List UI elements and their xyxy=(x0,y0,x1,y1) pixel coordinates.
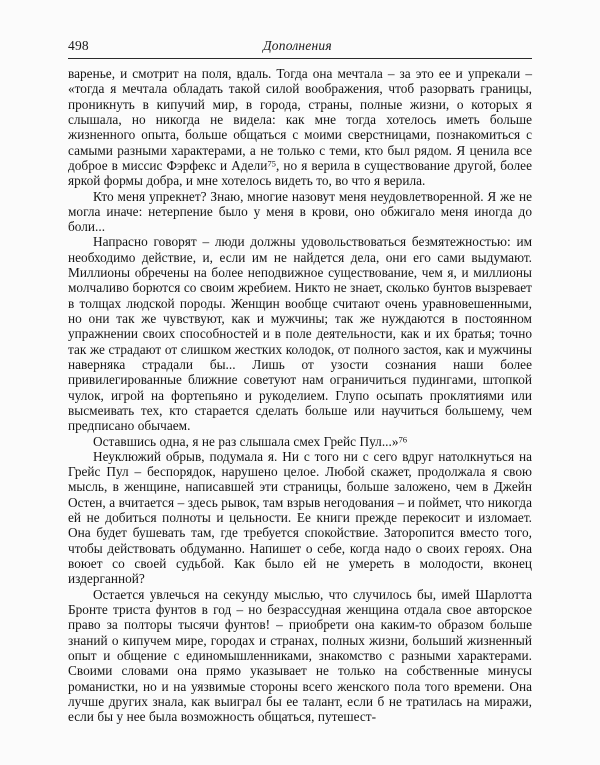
body-text xyxy=(68,66,532,724)
paragraph: Оставшись одна, я не раз слышала смех Грейс Пул...»$^{76}$ xyxy=(93,433,408,449)
running-title: Дополнения xyxy=(263,38,332,53)
page-number: 498 xyxy=(68,38,89,53)
paragraph: варенье, и смотрит на поля, вдаль. Тогда она мечтала – за это ее и упрекали – «тогда я мечтала обладать такой силой воображения, чтоб разорвать границы, проникнуть в кипучий мир, в города, страны, полные жизни, о которых я слышала, но никогда не видела: как мне тогда хотелось иметь больше жизненного опыта, больше общаться с моими сверстницами, познакомиться с самыми разными характерами, а не только с теми, кто был рядом. Я ценила все доброе в миссис Фэрфекс и Адели$^{75}$, но я верила в существование другой, более яркой формы добра, и мне хотелось видеть то, во что я верила. xyxy=(68,66,532,189)
running-head xyxy=(68,38,532,58)
footnote-reference: 75 xyxy=(267,158,276,169)
footnote-reference: 76 xyxy=(398,433,408,444)
paragraph: Кто меня упрекнет? Знаю, многие назовут меня неудовлетворенной. Я же не могла иначе: нетерпение было у меня в крови, оно обжигало меня иногда до боли... xyxy=(68,188,532,235)
paragraph: Неуклюжий обрыв, подумала я. Ни с того ни с сего вдруг натолкнуться на Грейс Пул – беспорядок, нарушено целое. Любой скажет, продолжала я свою мысль, в женщине, написавшей эти страницы, больше заложено, чем в Джейн Остен, а вчитается – здесь рывок, там взрыв негодования – и поймет, что никогда ей не добиться полноты и цельности. Ее книги прежде перекосит и изломает. Она будет бушевать там, где требуется спокойствие. Заторопится вместо того, чтобы действовать обдуманно. Напишет о себе, когда надо о своих героях. Она воюет со своей судьбой. Как было ей не умереть в молодости, вконец издерганной? xyxy=(68,448,532,587)
paragraph: Остается увлечься на секунду мыслью, что случилось бы, имей Шарлотта Бронте триста фунтов в год – но безрассудная женщина отдала свое авторское право за полторы тысячи фунтов! – приобрети она каким-то образом больше знаний о кипучем мире, городах и странах, полных жизни, больший жизненный опыт и общение с единомышленниками, знакомство с разными характерами. Своими словами она прямо указывает не только на собственные минусы романистки, но и на уязвимые стороны всего женского пола того времени. Она лучше других знала, как выиграл бы ее талант, если б не тратилась на миражи, если бы у нее была возможность общаться, путешест- xyxy=(68,586,532,725)
header-rule xyxy=(68,58,532,59)
paragraph: Напрасно говорят – люди должны удовольствоваться безмятежностью: им необходимо действие, и, если им не найдется дела, они его сами выдумают. Миллионы обречены на более неподвижное существование, чем я, и миллионы молчаливо борются со своим жребием. Никто не знает, сколько бунтов вызревает в толщах людской породы. Женщин вообще считают очень уравновешенными, но они так же чувствуют, как и мужчины; так же нуждаются в постоянном упражнении своих способностей и в поле деятельности, как и их братья; точно так же страдают от слишком жестких колодок, от полного застоя, как и мужчины наверняка страдали бы... Лишь от узости сознания наши более привилегированные ближние советуют нам ограничиться пудингами, штопкой чулок, игрой на фортепьяно и рукоделием. Глупо осыпать проклятиями или высмеивать тех, кто старается сделать больше или научиться большему, чем предписано обычаем. xyxy=(68,234,532,434)
